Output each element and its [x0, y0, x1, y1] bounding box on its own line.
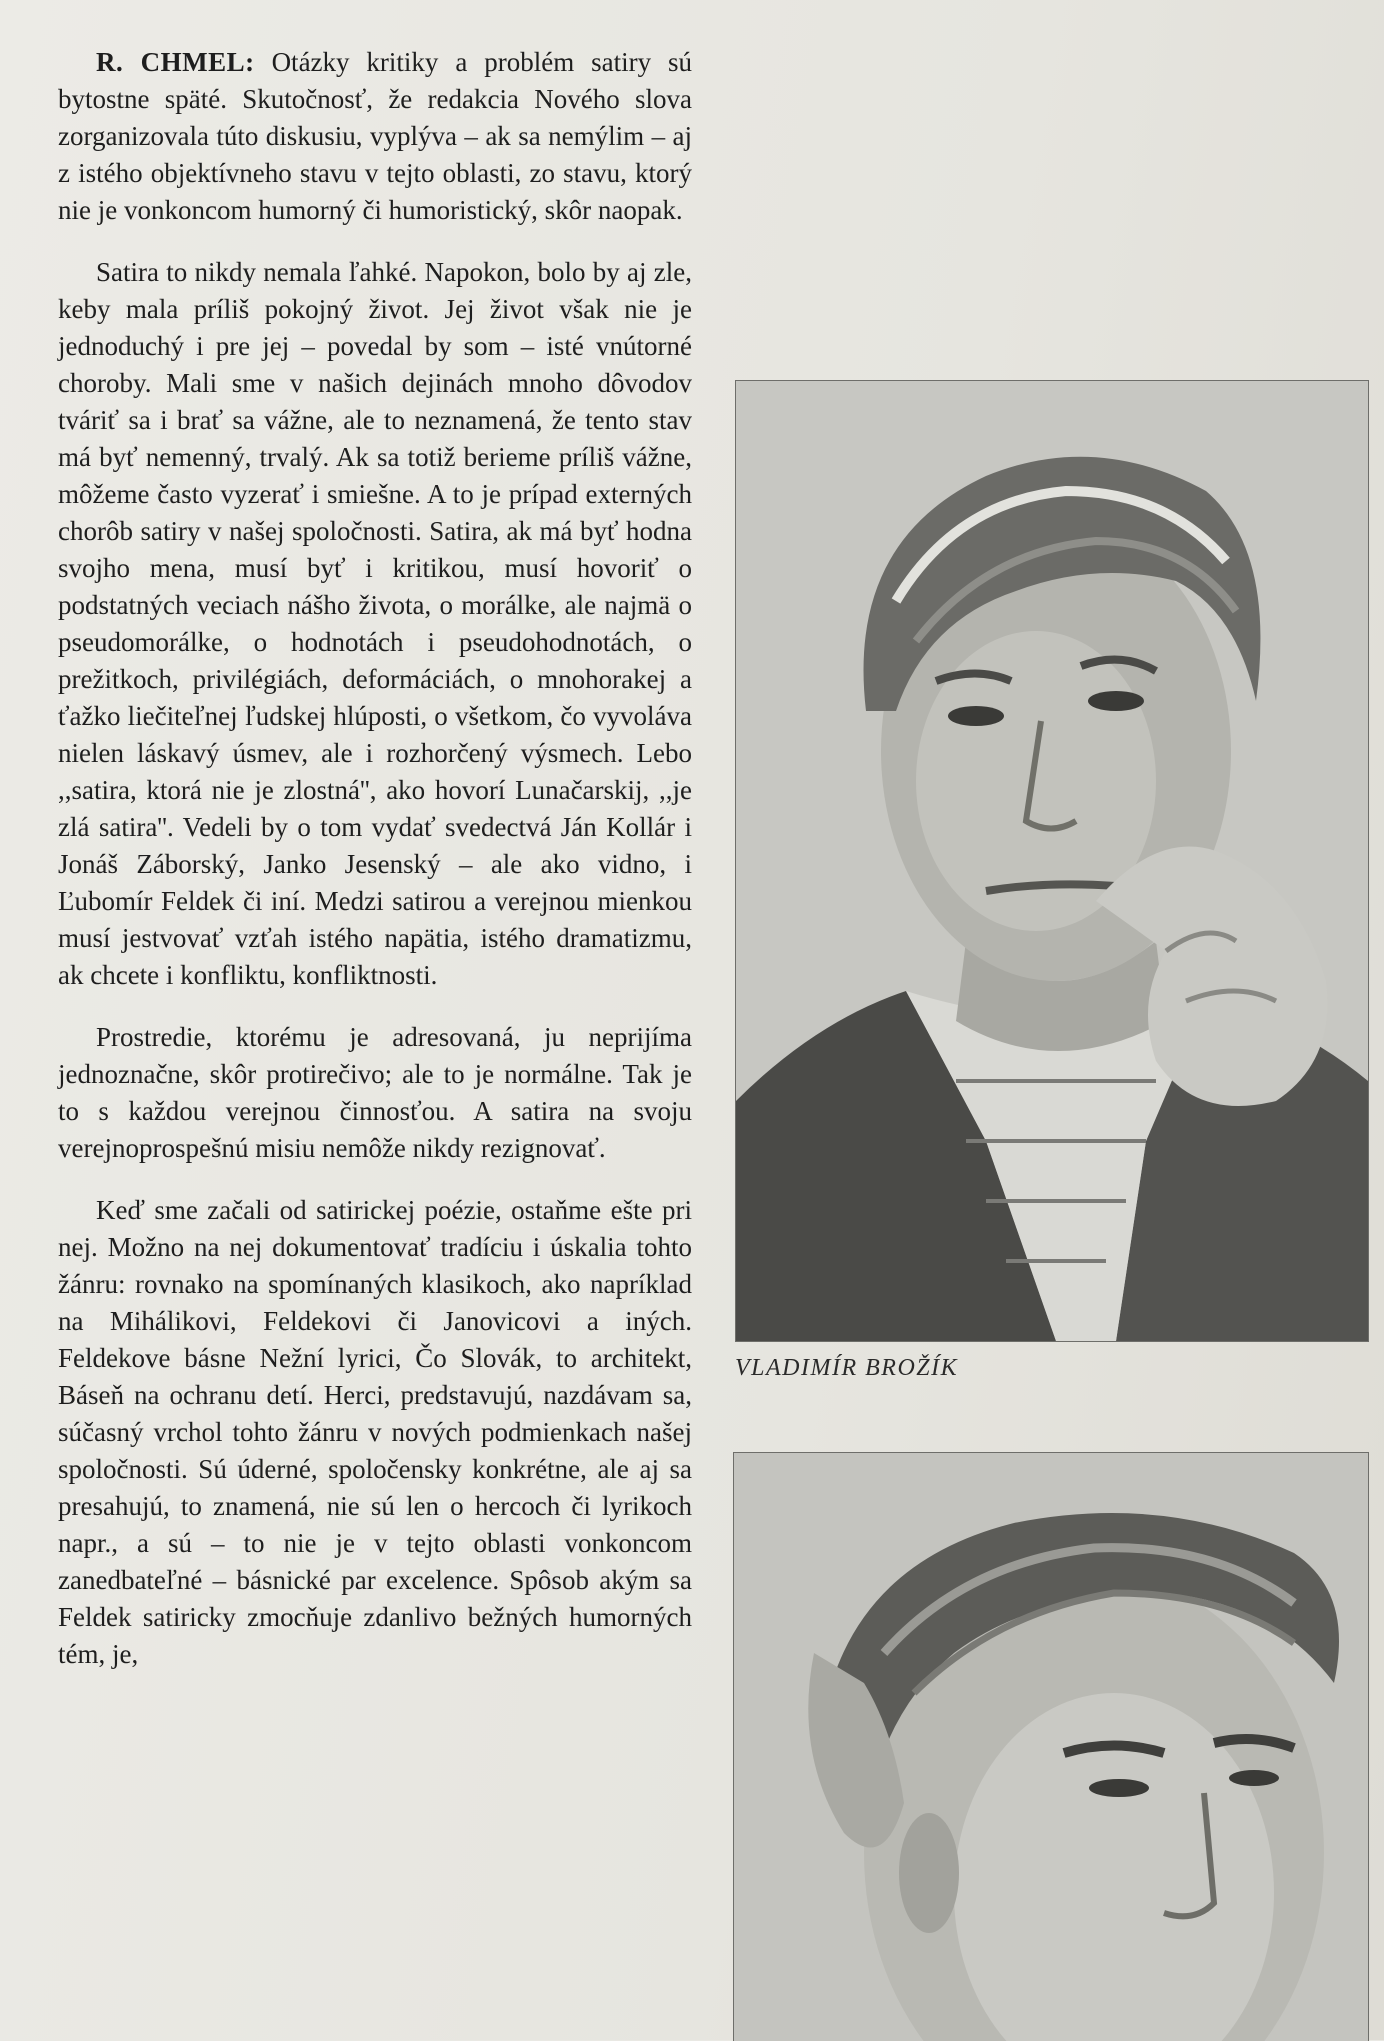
paragraph-1	[58, 44, 692, 229]
portrait-illustration-2	[734, 1453, 1368, 2041]
paragraph-1-text: Otázky kritiky a problém satiry sú bytostne späté. Skutočnosť, že redakcia Nového slova zorganizovala túto diskusiu, vyplýva – ak sa nemýlim – aj z istého objektívneho stavu v tejto oblasti, zo stavu, ktorý nie je vonkoncom humorný či humoristický, skôr naopak.	[58, 47, 693, 225]
paragraph-2: Satira to nikdy nemala ľahké. Napokon, bolo by aj zle, keby mala príliš pokojný život. Jej život však nie je jednoduchý i pre jej – povedal by som – isté vnútorné choroby. Mali sme v našich dejinách mnoho dôvodov tváriť sa i brať sa vážne, ale to neznamená, že tento stav má byť nemenný, trvalý. Ak sa totiž berieme príliš vážne, môžeme často vyzerať i smiešne. A to je prípad externých chorôb satiry v našej spoločnosti. Satira, ak má byť hodna svojho mena, musí byť i kritikou, musí hovoriť o podstatných veciach nášho života, o morálke, ale najmä o pseudomorálke, o hodnotách i pseudohodnotách, o prežitkoch, privilégiách, deformáciách, o mnohorakej a ťažko liečiteľnej ľudskej hlúposti, o všetkom, čo vyvoláva nielen láskavý úsmev, ale i rozhorčený výsmech. Lebo ,,satira, ktorá nie je zlostná'', ako hovorí Lunačarskij, ,,je zlá satira''. Vedeli by o tom vydať svedectvá Ján Kollár i Jonáš Záborský, Janko Jesenský – ale ako vidno, i Ľubomír Feldek či iní. Medzi satirou a verejnou mienkou musí jestvovať vzťah istého napätia, istého dramatizmu, ak chcete i konfliktu, konfliktnosti.	[58, 257, 692, 990]
paragraph-3: Prostredie, ktorému je adresovaná, ju neprijíma jednoznačne, skôr protirečivo; ale to je normálne. Tak je to s každou verejnou činnosťou. A satira na svoju verejnoprospešnú misiu nemôže nikdy rezignovať.	[58, 1022, 692, 1163]
portrait-photo-brozik	[735, 380, 1369, 1342]
portrait-photo-2	[733, 1452, 1369, 2041]
article-column	[58, 44, 692, 1698]
speaker-name: R. CHMEL:	[96, 47, 255, 77]
photo-caption-1: VLADIMÍR BROŽÍK	[735, 1355, 959, 1381]
portrait-illustration-1	[736, 381, 1368, 1341]
paragraph-4: Keď sme začali od satirickej poézie, ostaňme ešte pri nej. Možno na nej dokumentovať tradíciu i úskalia tohto žánru: rovnako na spomínaných klasikoch, ako napríklad na Mihálikovi, Feldekovi či Janovicovi a iných. Feldekove básne Nežní lyrici, Čo Slovák, to architekt, Báseň na ochranu detí. Herci, predstavujú, nazdávam sa, súčasný vrchol tohto žánru v nových podmienkach našej spoločnosti. Sú úderné, spoločensky konkrétne, ale aj sa presahujú, to znamená, nie sú len o hercoch či lyrikoch napr., a sú – to nie je v tejto oblasti vonkoncom zanedbateľné – básnické par excelence. Spôsob akým sa Feldek satiricky zmocňuje zdanlivo bežných humorných tém, je,	[58, 1195, 692, 1669]
